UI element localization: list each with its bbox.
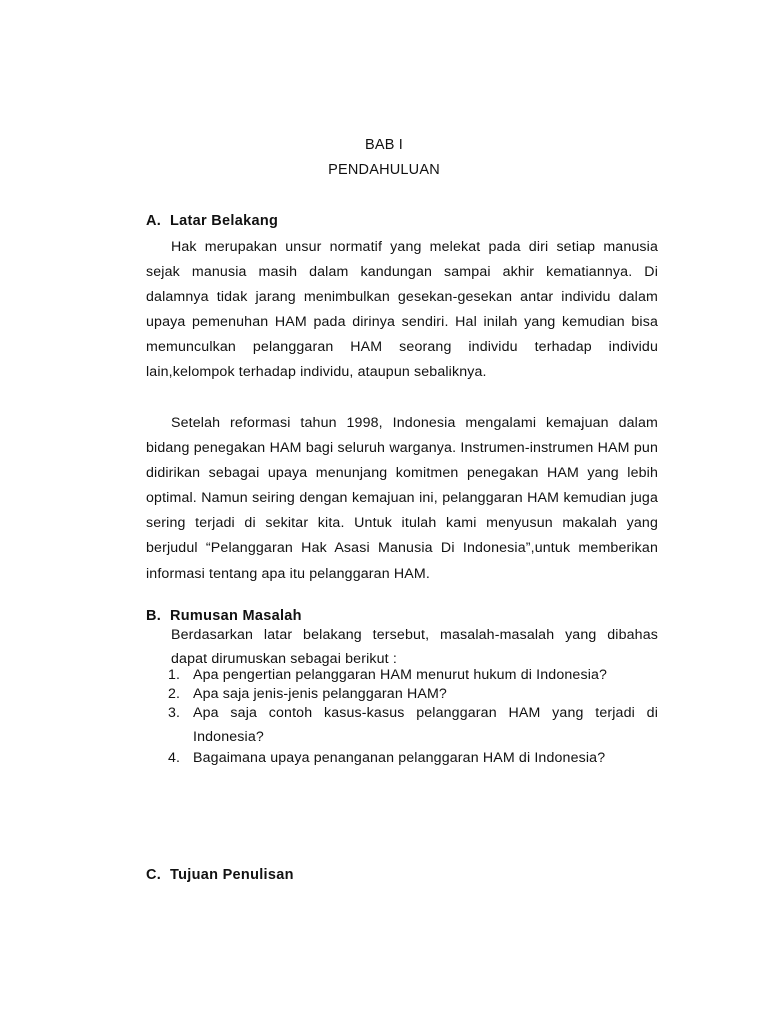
section-a-letter: A. xyxy=(146,213,162,229)
section-a-paragraph-1: Hak merupakan unsur normatif yang melekat pada diri setiap manusia sejak manusia masih dalam kandungan sampai akhir kematiannya. Di dalamnya tidak jarang menimbulkan gesekan-gesekan antar individu dalam upaya pemenuhan HAM pada dirinya sendiri. Hal inilah yang kemudian bisa memunculkan pelanggaran HAM seorang individu terhadap individu lain,kelompok terhadap individu, ataupun sebaliknya. xyxy=(146,239,658,381)
list-item-number: 2. xyxy=(168,685,181,702)
section-c-letter: C. xyxy=(146,867,162,883)
list-item xyxy=(168,666,658,685)
list-item-text: Bagaimana upaya penanganan pelanggaran HAM di Indonesia? xyxy=(193,750,606,766)
list-item-text: Apa saja jenis-jenis pelanggaran HAM? xyxy=(193,685,447,702)
section-c-heading xyxy=(146,867,294,883)
problem-list xyxy=(168,666,658,768)
list-item-number: 4. xyxy=(168,750,181,766)
list-item-text: Apa pengertian pelanggaran HAM menurut hukum di Indonesia? xyxy=(193,667,608,683)
chapter-title: PENDAHULUAN xyxy=(328,162,440,178)
chapter-number: BAB I xyxy=(364,137,404,153)
section-b-heading xyxy=(146,608,302,624)
list-item-number: 1. xyxy=(168,667,181,683)
list-item-text: Apa saja contoh kasus-kasus pelanggaran HAM yang terjadi di Indonesia? xyxy=(193,705,658,745)
list-item xyxy=(168,701,658,749)
section-b-letter: B. xyxy=(146,608,162,624)
section-b-intro: Berdasarkan latar belakang tersebut, masalah-masalah yang dibahas dapat dirumuskan sebagai berikut : xyxy=(171,627,658,667)
section-b-title: Rumusan Masalah xyxy=(170,608,302,624)
list-item-number: 3. xyxy=(168,705,181,721)
section-a-paragraph-2: Setelah reformasi tahun 1998, Indonesia mengalami kemajuan dalam bidang penegakan HAM bagi seluruh warganya. Instrumen-instrumen HAM pun didirikan sebagai upaya menunjang komitmen penegakan HAM yang lebih optimal. Namun seiring dengan kemajuan ini, pelanggaran HAM kemudian juga sering terjadi di sekitar kita. Untuk itulah kami menyusun makalah yang berjudul “Pelanggaran Hak Asasi Manusia Di Indonesia”,untuk memberikan informasi tentang apa itu pelanggaran HAM. xyxy=(146,415,658,582)
section-c-title: Tujuan Penulisan xyxy=(170,867,294,883)
list-item xyxy=(168,749,658,768)
section-a-title: Latar Belakang xyxy=(170,213,279,229)
section-a-heading xyxy=(146,213,278,229)
